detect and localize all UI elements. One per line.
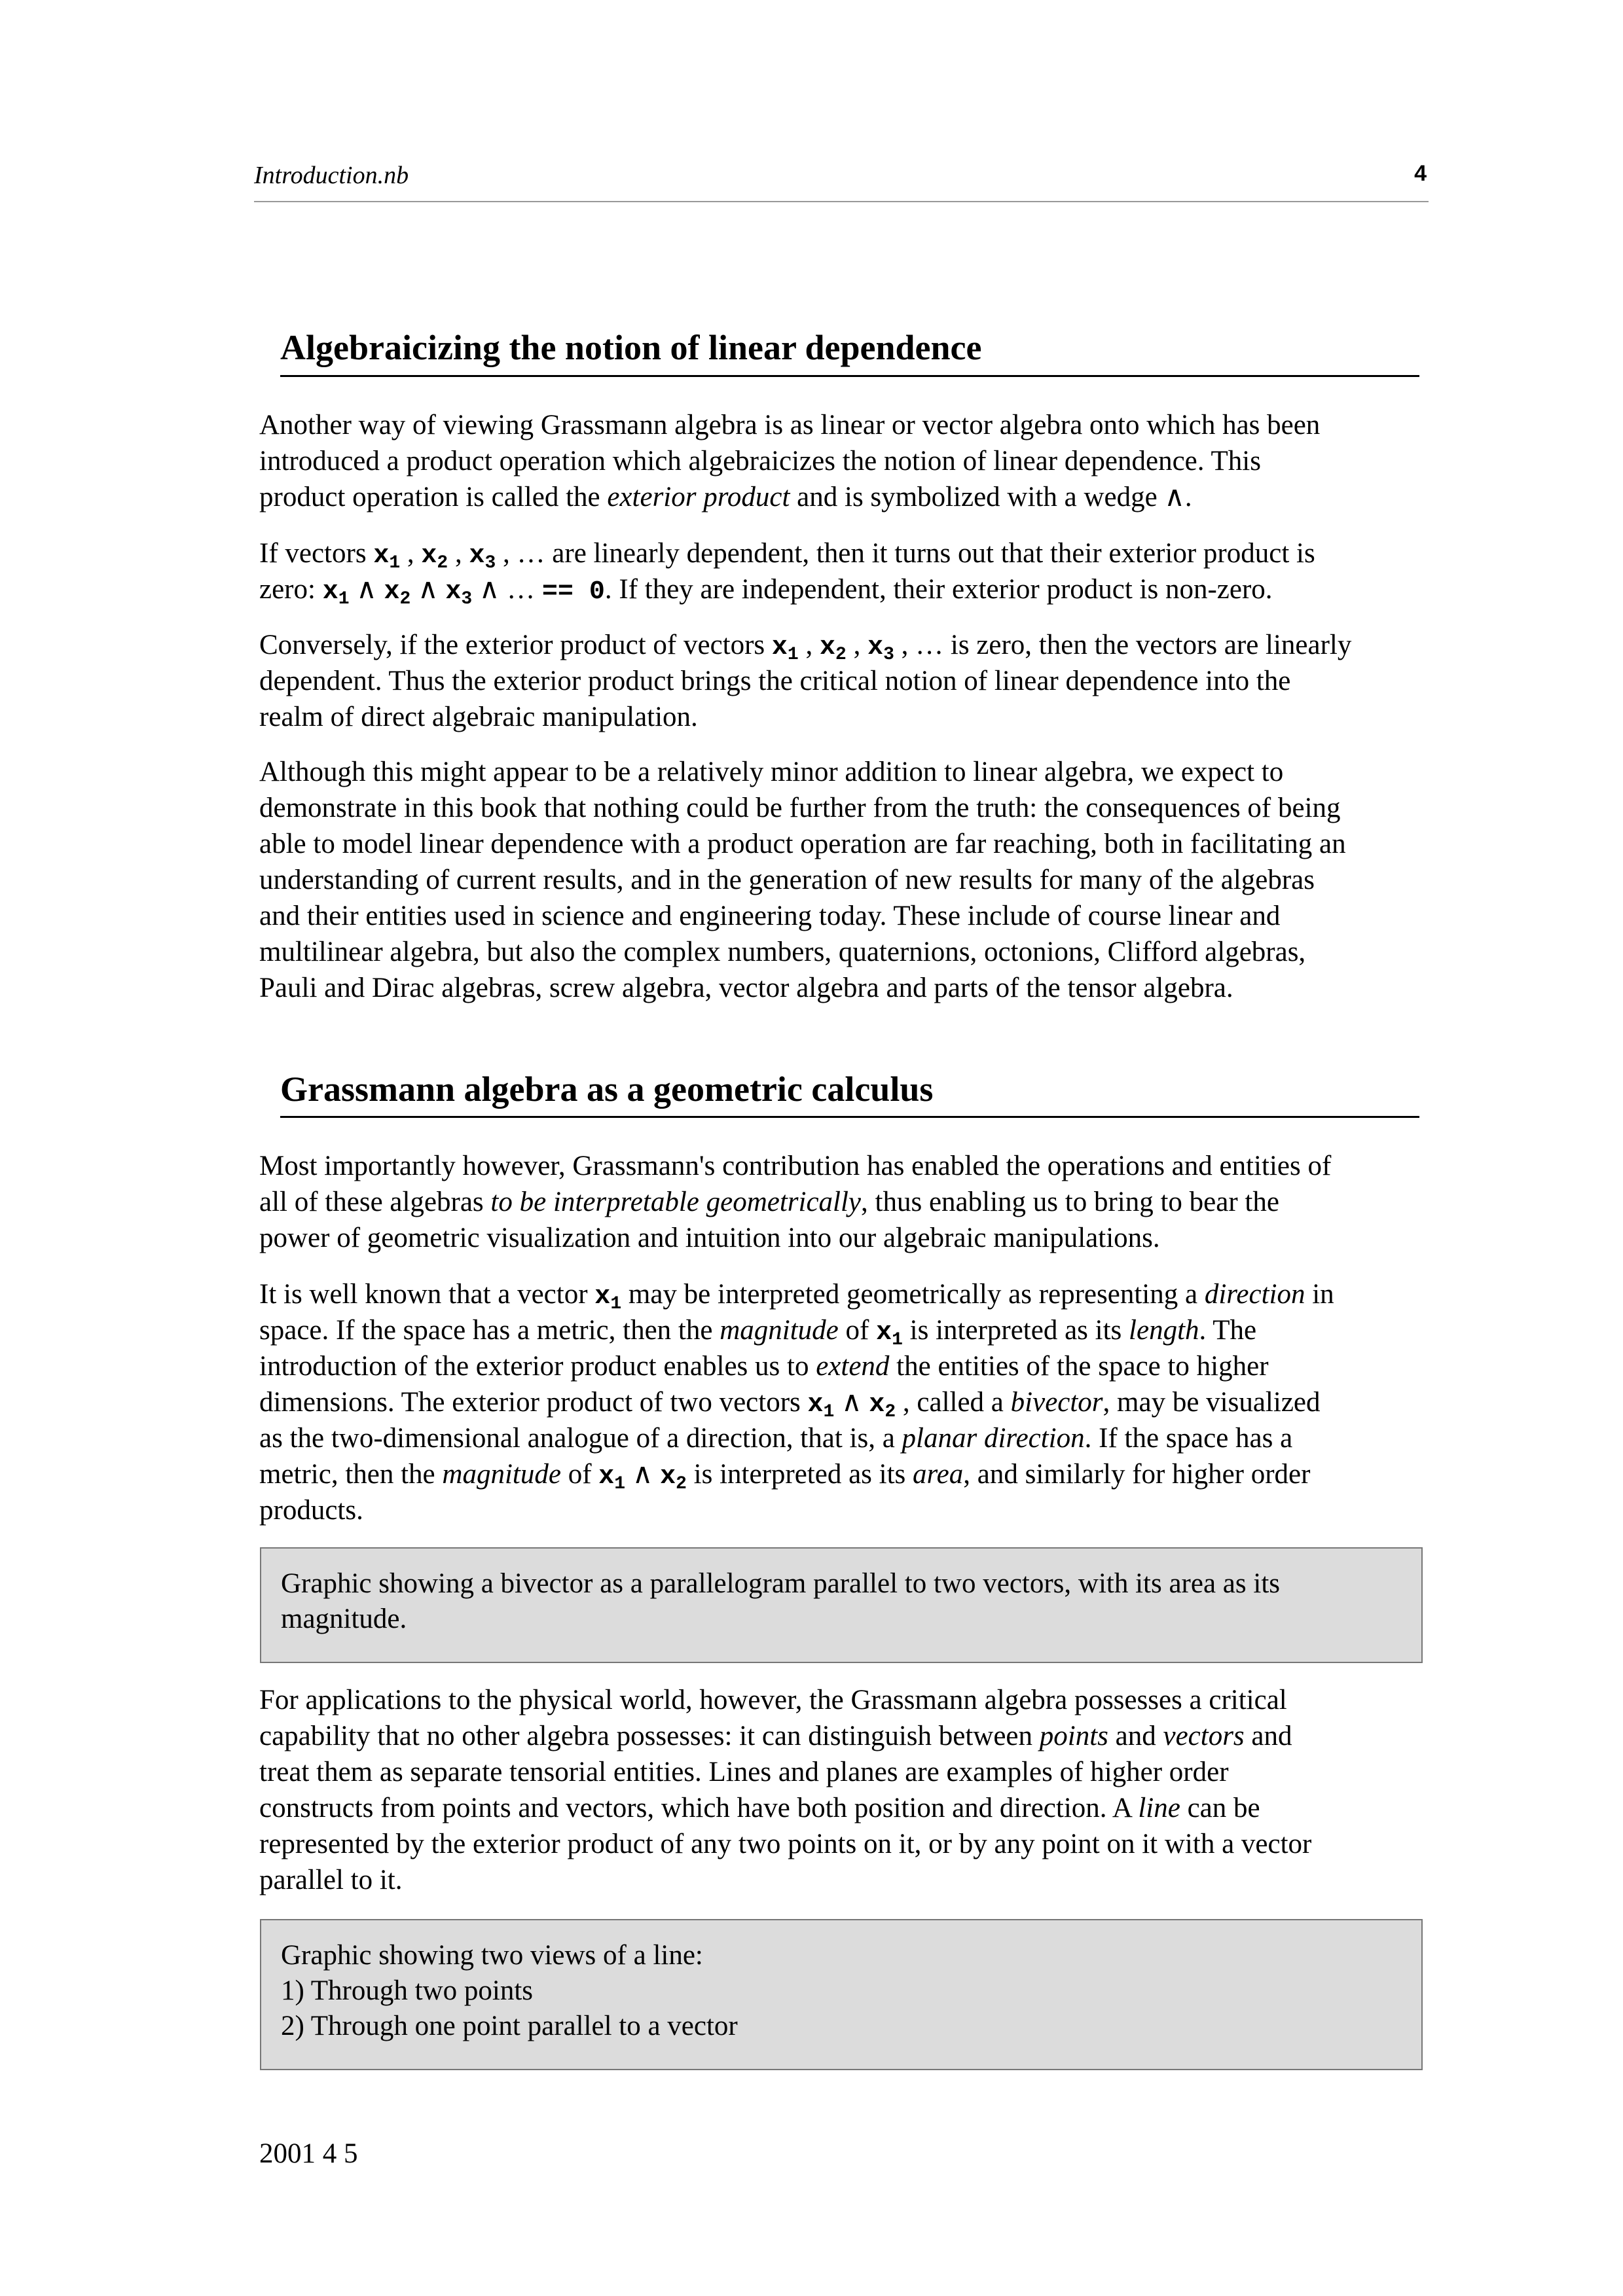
math-subscript: 1 [338,589,350,609]
text-line [259,535,1315,571]
emphasis-text: points [1039,1721,1108,1751]
text-line [259,1420,1334,1456]
text-run: ∧ [834,1387,869,1418]
text-run: constructs from points and vectors, which have both position and direction. A [259,1793,1139,1823]
text-run: parallel to it. [259,1865,403,1895]
text-line [259,699,1351,735]
paragraph [259,1276,1334,1528]
text-run: can be [1180,1793,1260,1823]
text-line [259,754,1346,790]
text-run: all of these algebras [259,1187,491,1217]
text-run: , [846,630,868,660]
math-symbol [445,577,472,607]
text-line [259,1276,1334,1312]
text-run: dimensions. The exterior product of two vectors [259,1387,808,1418]
text-run: treat them as separate tensorial entities. Lines and planes are examples of higher order [259,1757,1229,1787]
emphasis-text: vectors [1163,1721,1245,1751]
text-run: zero: [259,574,323,605]
section-heading: Grassmann algebra as a geometric calculus [280,1069,934,1109]
emphasis-text: magnitude [442,1459,561,1490]
text-line [259,663,1351,699]
math-symbol [421,541,448,571]
text-line [259,898,1346,934]
math-symbol [373,541,400,571]
math-symbol [598,1462,625,1492]
text-run: may be interpreted geometrically as representing a [621,1279,1205,1310]
text-run: If vectors [259,538,374,569]
text-line [259,407,1320,443]
text-run: , … are linearly dependent, then it turns out that their exterior product is [496,538,1315,569]
text-run: of [560,1459,599,1490]
text-line [259,1220,1331,1256]
math-symbol [594,1282,621,1312]
text-run: , [798,630,820,660]
math-subscript: 2 [835,645,847,665]
math-text: x [445,577,462,607]
text-run: and [1244,1721,1292,1751]
math-text: x [819,633,835,662]
text-line [259,1492,1334,1528]
text-run: For applications to the physical world, however, the Grassmann algebra possesses a critical [259,1685,1287,1715]
math-symbol [869,1390,896,1420]
emphasis-text: magnitude [720,1315,839,1346]
math-symbol [542,577,605,607]
math-symbol [876,1318,903,1348]
emphasis-text: exterior product [607,482,790,512]
text-line [259,627,1351,663]
text-run: Most importantly however, Grassmann's contribution has enabled the operations and entities of [259,1151,1332,1181]
text-run: is interpreted as its [902,1315,1129,1346]
text-line [259,1184,1331,1220]
text-line [259,934,1346,970]
text-line [259,1148,1331,1184]
math-text: x [598,1462,615,1492]
math-symbol [808,1390,835,1420]
text-line [259,1826,1311,1862]
text-run: , may be visualized [1103,1387,1321,1418]
math-symbol [771,633,799,665]
math-text: x [771,633,788,662]
text-run: , thus enabling us to bring to bear the [861,1187,1279,1217]
paragraph [259,1682,1311,1898]
text-line [259,790,1346,826]
text-run: is interpreted as its [686,1459,913,1490]
text-run: ∧ [349,574,384,605]
math-subscript: 1 [614,1474,626,1494]
text-run: Pauli and Dirac algebras, screw algebra, vector algebra and parts of the tensor algebra. [259,973,1233,1003]
text-run: , [448,538,469,569]
text-run: introduction of the exterior product enables us to [259,1351,816,1382]
math-subscript: 1 [389,553,401,573]
text-run: multilinear algebra, but also the complex numbers, quaternions, octonions, Clifford algebras, [259,937,1306,967]
box-text-line: Graphic showing a bivector as a parallelogram parallel to two vectors, with its area as its [281,1568,1280,1599]
text-run: and [1108,1721,1163,1751]
paragraph [259,1148,1331,1256]
text-run: capability that no other algebra possesses: it can distinguish between [259,1721,1040,1751]
text-run: Conversely, if the exterior product of vectors [259,630,772,660]
text-line [259,1718,1311,1754]
text-run: metric, then the [259,1459,443,1490]
section-heading-rule [280,375,1419,377]
text-run: demonstrate in this book that nothing could be further from the truth: the consequences of being [259,793,1341,823]
text-line [259,1456,1334,1492]
math-text: x [373,541,390,571]
box-text-line: Graphic showing two views of a line: [281,1940,703,1971]
math-subscript: 2 [437,553,448,573]
math-subscript: 1 [892,1330,903,1350]
emphasis-text: planar direction [902,1423,1085,1454]
math-symbol [469,541,496,571]
math-symbol [660,1462,687,1492]
text-line [259,1384,1334,1420]
text-line [259,826,1346,862]
text-line [259,1348,1334,1384]
text-run: power of geometric visualization and intuition into our algebraic manipulations. [259,1223,1160,1253]
emphasis-text: to be interpretable geometrically [490,1187,862,1217]
text-run: understanding of current results, and in the generation of new results for many of the algebras [259,865,1315,895]
text-line [259,1862,1311,1898]
text-run: in [1305,1279,1334,1310]
math-symbol [384,577,411,607]
text-run: , … is zero, then the vectors are linearly [894,630,1352,660]
math-symbol [819,633,847,665]
graphic-placeholder-box [260,1919,1423,2070]
paragraph [259,754,1346,1006]
text-run: Although this might appear to be a relatively minor addition to linear algebra, we expect to [259,757,1284,787]
text-run: . If they are independent, their exterior product is non-zero. [604,574,1273,605]
text-line [259,1790,1311,1826]
text-run: as the two-dimensional analogue of a direction, that is, a [259,1423,902,1454]
text-run: the entities of the space to higher [889,1351,1269,1382]
box-text-line: 1) Through two points [281,1975,534,2006]
math-text: x [594,1282,611,1312]
graphic-placeholder-box [260,1547,1423,1663]
math-text: x [660,1462,676,1492]
box-text-line: magnitude. [281,1604,407,1634]
emphasis-text: extend [816,1351,890,1382]
math-subscript: 2 [399,589,411,609]
box-text-line: 2) Through one point parallel to a vector [281,2011,738,2041]
page-header-title: Introduction.nb [254,162,409,189]
text-run: . The [1199,1315,1257,1346]
math-text: x [469,541,485,571]
text-run: able to model linear dependence with a product operation are far reaching, both in facilitating an [259,829,1346,859]
footer-date: 2001 4 5 [259,2138,358,2169]
emphasis-text: line [1138,1793,1180,1823]
text-run: . If the space has a [1084,1423,1293,1454]
math-subscript: 1 [823,1402,835,1422]
text-run: introduced a product operation which algebraicizes the notion of linear dependence. This [259,446,1261,476]
text-run: ∧ [410,574,446,605]
math-text: x [869,1390,885,1420]
text-run: represented by the exterior product of any two points on it, or by any point on it with a vector [259,1829,1312,1859]
text-run: products. [259,1495,363,1526]
text-run: , and similarly for higher order [963,1459,1311,1490]
math-subscript: 3 [883,645,894,665]
paragraph [259,407,1320,515]
text-run: and their entities used in science and engineering today. These include of course linear and [259,901,1281,931]
text-run: of [838,1315,877,1346]
emphasis-text: bivector [1010,1387,1103,1418]
section-heading: Algebraicizing the notion of linear dependence [280,328,982,367]
text-line [259,970,1346,1006]
math-text: == 0 [541,577,605,607]
text-line [259,1312,1334,1348]
math-subscript: 3 [461,589,473,609]
math-text: x [384,577,400,607]
text-run: It is well known that a vector [259,1279,595,1310]
text-line [259,479,1320,515]
math-text: x [322,577,338,607]
text-run: ∧ … [472,574,542,605]
math-subscript: 1 [610,1294,622,1314]
text-run: and is symbolized with a wedge ∧. [790,482,1192,512]
math-subscript: 2 [676,1474,687,1494]
text-run: product operation is called the [259,482,608,512]
math-subscript: 3 [484,553,496,573]
math-text: x [421,541,437,571]
text-run: , called a [896,1387,1011,1418]
text-line [259,1682,1311,1718]
emphasis-text: length [1129,1315,1199,1346]
page-number: 4 [1414,161,1427,186]
text-line [259,862,1346,898]
text-line [259,1754,1311,1790]
math-text: x [876,1318,892,1348]
text-line [259,443,1320,479]
math-text: x [867,633,884,662]
emphasis-text: direction [1204,1279,1305,1310]
math-subscript: 2 [884,1402,896,1422]
text-run: realm of direct algebraic manipulation. [259,702,698,732]
math-symbol [867,633,894,665]
math-subscript: 1 [787,645,799,665]
math-text: x [807,1390,824,1420]
header-divider [254,201,1429,202]
paragraph [259,627,1351,735]
emphasis-text: area [913,1459,964,1490]
section-heading-rule [280,1116,1419,1118]
text-run: dependent. Thus the exterior product brings the critical notion of linear dependence into the [259,666,1291,696]
text-run: ∧ [625,1459,661,1490]
math-symbol [323,577,350,607]
text-run: , [400,538,422,569]
text-run: space. If the space has a metric, then the [259,1315,720,1346]
text-line [259,571,1315,607]
text-run: Another way of viewing Grassmann algebra is as linear or vector algebra onto which has been [259,410,1321,440]
paragraph [259,535,1315,607]
